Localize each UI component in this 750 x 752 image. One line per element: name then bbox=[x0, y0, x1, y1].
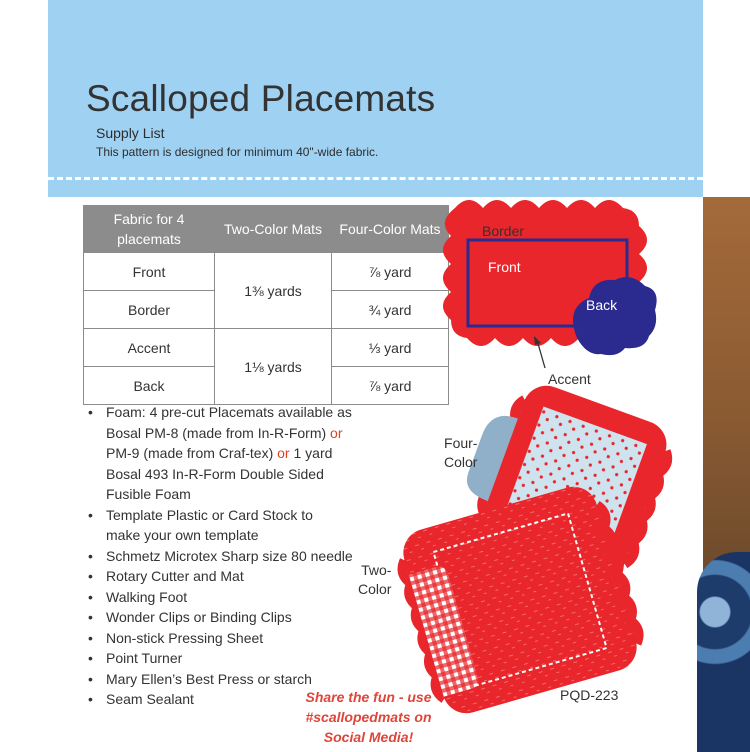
share-line: Share the fun - use bbox=[305, 689, 432, 705]
foam-text: Foam: 4 pre-cut Placemats available as bbox=[106, 404, 352, 420]
foam-text: PM-9 (made from Craf-tex) bbox=[106, 445, 274, 461]
four-color-label bbox=[444, 434, 477, 472]
template-text: make your own template bbox=[106, 527, 259, 543]
list-item: • Seam Sealant bbox=[88, 689, 353, 710]
diagram-label-back: Back bbox=[586, 297, 618, 313]
diagram-label-accent: Accent bbox=[548, 371, 591, 387]
template-text: Template Plastic or Card Stock to bbox=[106, 506, 313, 523]
two-color-label-line: Two- bbox=[361, 562, 392, 578]
four-color-amount: ⅞ yard bbox=[332, 253, 449, 291]
placemat-diagram bbox=[443, 200, 657, 368]
fabric-name: Border bbox=[84, 291, 215, 329]
list-item: • Non-stick Pressing Sheet bbox=[88, 628, 353, 649]
four-color-amount: ⅞ yard bbox=[332, 367, 449, 405]
fabric-width-note: This pattern is designed for minimum 40"-wide fabric. bbox=[96, 145, 379, 159]
two-color-amount: 1⅜ yards bbox=[215, 253, 332, 329]
four-color-label-line: Four- bbox=[444, 435, 478, 451]
fabric-name: Back bbox=[84, 367, 215, 405]
two-color-label-line: Color bbox=[358, 581, 392, 597]
column-header: Four-Color Mats bbox=[332, 206, 449, 253]
foam-text: Bosal PM-8 (made from In-R-Form) bbox=[106, 424, 327, 441]
or-word: or bbox=[330, 424, 343, 441]
social-media-callout bbox=[296, 687, 441, 747]
two-color-amount: 1⅛ yards bbox=[215, 329, 332, 405]
foam-text: 1 yard bbox=[293, 445, 333, 461]
foam-text: Fusible Foam bbox=[106, 486, 191, 502]
list-item: • Rotary Cutter and Mat bbox=[88, 566, 353, 587]
four-color-amount: ⅓ yard bbox=[332, 329, 449, 367]
list-item: • Point Turner bbox=[88, 648, 353, 669]
column-header: Two-Color Mats bbox=[215, 206, 332, 253]
list-item: • Walking Foot bbox=[88, 587, 353, 608]
supply-list-heading: Supply List bbox=[96, 125, 165, 141]
list-item: • Schmetz Microtex Sharp size 80 needle bbox=[88, 546, 353, 567]
column-header: Fabric for 4 placemats bbox=[84, 206, 215, 253]
or-word: or bbox=[277, 445, 290, 461]
share-line: #scallopedmats on bbox=[305, 709, 432, 725]
page-title: Scalloped Placemats bbox=[86, 78, 436, 119]
fabric-name: Accent bbox=[84, 329, 215, 367]
two-color-label bbox=[358, 561, 391, 599]
foam-text: Bosal 493 In-R-Form Double Sided bbox=[106, 465, 324, 482]
share-line: Social Media! bbox=[323, 729, 414, 745]
fabric-name: Front bbox=[84, 253, 215, 291]
list-item: • Wonder Clips or Binding Clips bbox=[88, 607, 353, 628]
two-color-placemat-photo bbox=[393, 480, 647, 721]
diagram-label-border: Border bbox=[482, 223, 525, 239]
pattern-code: PQD-223 bbox=[560, 687, 619, 703]
diagram-label-front: Front bbox=[488, 259, 521, 275]
four-color-amount: ¾ yard bbox=[332, 291, 449, 329]
four-color-label-line: Color bbox=[444, 454, 478, 470]
list-item: • Mary Ellen’s Best Press or starch bbox=[88, 669, 353, 690]
